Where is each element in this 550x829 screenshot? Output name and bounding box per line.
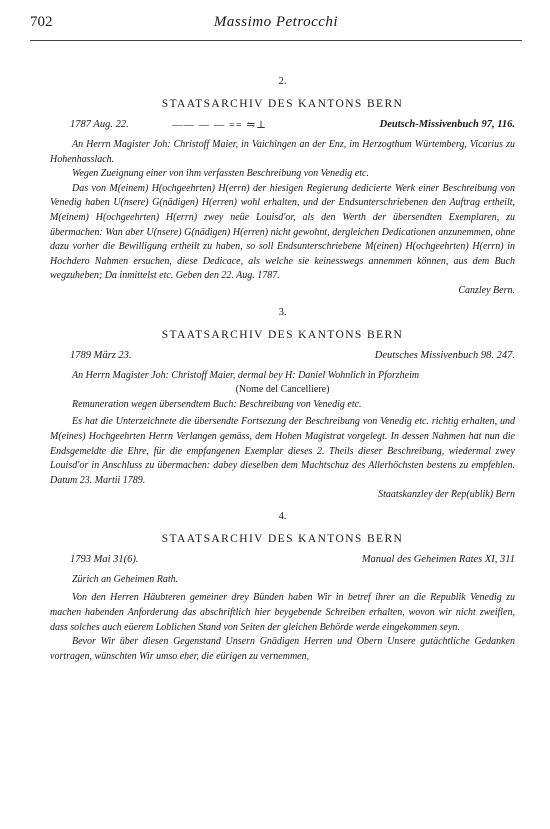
reference-source: Manual des Geheimen Rates XI, 311	[361, 553, 515, 565]
document-section-2	[50, 76, 515, 299]
reference-date: 1787 Aug. 22.	[70, 119, 129, 130]
letter-subject: Remuneration wegen übersendtem Buch: Beschreibung von Venedig etc.	[72, 398, 362, 410]
letter-body: Das von M(einem) H(ochgeehrten) H(errn) der hiesigen Regierung dedicierte Werk einer Beschreibung von Venedig haben U(nsere) G(nädigen) H(erren) wohl erhalten, und der Endsunterschriebenen den Auftrag ertheilt, M(einem) H(ochgeehrten) H(errn) zwey neüe Louisd'or, als den Werth der übersendten Exemplaren, zu übermachen: Wan aber U(nsere) G(nädigen) H(erren) nicht gewohnt, dergleichen Dedicationen anzunemmen, ohne dazu vorher die Bewilligung ertheilt zu haben, so soll Endsunterschriebene M(einen) H(ochgeehrten) H(errn) in Hochdero Nahmen ersuchen, diese Dedicace, als welche sie keinesswegs annemmen können, aus dem Buch wegzuheben; Da inmittelst etc. Geben den 22. Aug. 1787.	[50, 182, 515, 282]
letter-signature: Staatskanzley der Rep(ublik) Bern	[378, 489, 515, 501]
reference-line	[50, 350, 515, 365]
reference-source: Deutsch-Missivenbuch 97, 116.	[379, 119, 515, 130]
archive-title: STAATSARCHIV DES KANTONS BERN	[161, 532, 404, 545]
reference-dashes: —— — — == ⇋⊥	[172, 120, 268, 131]
document-section-4	[50, 511, 515, 665]
section-number: 2.	[278, 76, 287, 87]
letter-address: An Herrn Magister Joh: Christoff Maier, dermal bey H: Daniel Wohnlich in Pforzheim	[72, 369, 420, 381]
reference-date: 1789 März 23.	[70, 349, 132, 361]
chancellor-note: (Nome del Cancelliere)	[235, 384, 330, 396]
page-header	[30, 14, 522, 41]
reference-line	[50, 554, 515, 569]
letter-body-paragraph-1: Von den Herren Häubteren gemeiner drey Bünden haben Wir in betref ihrer an die Republik Venedig zu machen habenden Anforderung das abschriftlich hier beygebende Schreiben erhalten, wovon wir nicht zweiflen, dass solches auch eüerem Loblichen Stand von Seiten der gleichen Behörde werde eingekommen seyn.	[50, 592, 515, 633]
archive-title: STAATSARCHIV DES KANTONS BERN	[161, 328, 404, 341]
reference-source: Deutsches Missivenbuch 98. 247.	[374, 349, 515, 361]
letter-address: An Herrn Magister Joh: Christoff Maier, in Vaichingen an der Enz, im Herzogthum Würtemberg, Vicarius zu Hohenhasslach.	[50, 139, 515, 165]
letter-body-paragraph-2: Bevor Wir über diesen Gegenstand Unsern Gnädigen Herren und Obern Unsere gutächtliche Gedanken vortragen, wünschten Wir umso eher, die eürigen zu vernemmen,	[50, 636, 515, 662]
reference-date: 1793 Mai 31(6).	[70, 553, 139, 565]
letter-signature: Canzley Bern.	[458, 284, 515, 296]
reference-line	[50, 119, 515, 134]
document-section-3	[50, 307, 515, 503]
section-number: 4.	[278, 510, 287, 522]
page-number: 702	[30, 14, 53, 30]
letter-subject: Wegen Zueignung einer von ihm verfassten Beschreibung von Venedig etc.	[72, 168, 369, 180]
letter-address: Zürich an Geheimen Rath.	[72, 573, 179, 585]
section-number: 3.	[278, 306, 287, 318]
document-body	[50, 76, 515, 672]
archive-title: STAATSARCHIV DES KANTONS BERN	[161, 98, 404, 110]
letter-body: Es hat die Unterzeichnete die übersendte Fortsezung der Beschreibung von Venedig etc. richtig erhalten, und M(eines) Hochgeehrten Herrn Verlangen gemäss, dem Hohen Magistrat vorgelegt. In dessen Nahmen hat nun die Endsgemeldte die Ehre, für die empfangenen Exemplar dieses 2. Theils dieser Beschreibung, wiedermal zwey Louisd'or in Anschluss zu übermachen: dabey dieselben dem Machtschuz des Allerhöchsten bestens zu empfehlen. Datum 23. Martii 1789.	[50, 416, 515, 486]
running-head: Massimo Petrocchi	[213, 14, 339, 30]
